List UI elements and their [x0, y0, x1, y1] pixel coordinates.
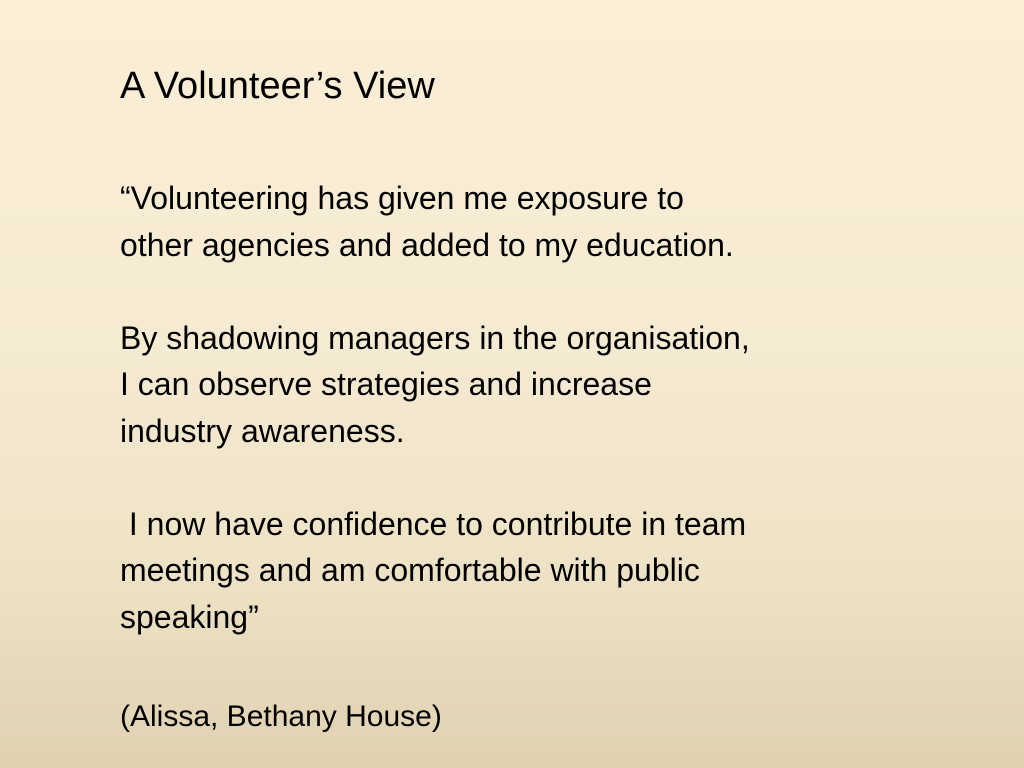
quote-attribution: (Alissa, Bethany House): [120, 700, 442, 733]
quote-line: “Volunteering has given me exposure to: [120, 180, 684, 216]
paragraph-gap: [120, 268, 980, 315]
quote-body: [120, 175, 980, 640]
quote-line: By shadowing managers in the organisation,: [120, 319, 750, 356]
quote-line: speaking”: [120, 598, 259, 635]
quote-line: meetings and am comfortable with public: [120, 552, 700, 588]
quote-line: I now have confidence to contribute in team: [120, 505, 747, 542]
quote-line: other agencies and added to my education.: [120, 226, 734, 263]
slide-title: A Volunteer’s View: [120, 65, 435, 107]
paragraph-gap: [120, 454, 980, 501]
quote-line: industry awareness.: [120, 412, 405, 449]
quote-line: I can observe strategies and increase: [120, 366, 652, 402]
